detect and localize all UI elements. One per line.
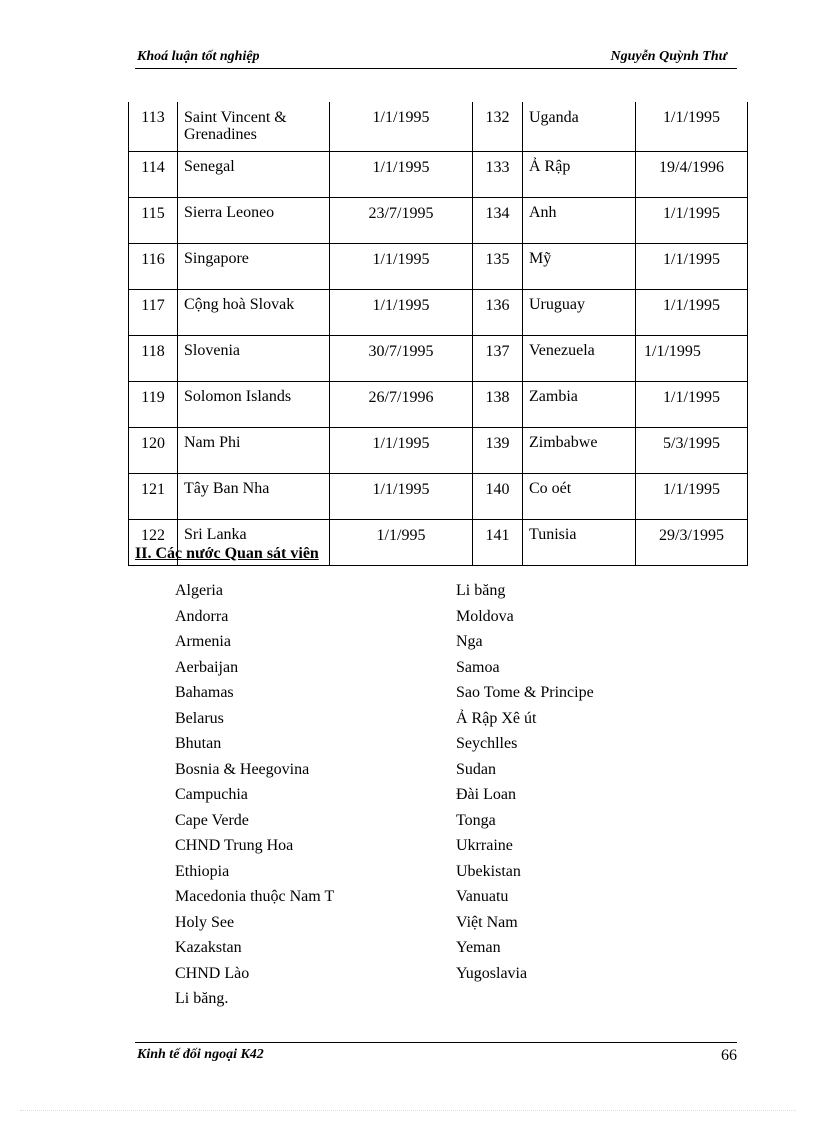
list-item: Bhutan: [175, 735, 222, 752]
row-number: 138: [473, 382, 523, 428]
row-number: 141: [473, 520, 523, 566]
join-date: 30/7/1995: [330, 336, 473, 382]
country-name: Nam Phi: [178, 428, 330, 474]
country-name: Zambia: [523, 382, 636, 428]
list-item: Ả Rập Xê út: [456, 709, 537, 727]
list-item: Li băng: [456, 582, 506, 599]
list-item: Bosnia & Heegovina: [175, 760, 310, 778]
row-number: 122: [129, 520, 178, 566]
row-number: 115: [129, 198, 178, 244]
join-date: 1/1/1995: [330, 290, 473, 336]
row-number: 137: [473, 336, 523, 382]
country-name: Anh: [523, 198, 636, 244]
join-date: 5/3/1995: [636, 428, 748, 474]
join-date: 1/1/1995: [636, 102, 748, 152]
row-number: 134: [473, 198, 523, 244]
observers-list-left: [175, 578, 334, 1012]
footer-course: Kinh tế đối ngoại K42: [137, 1047, 264, 1062]
join-date: 1/1/1995: [636, 382, 748, 428]
list-item: Seychlles: [456, 735, 518, 752]
country-name: Uganda: [523, 102, 636, 152]
join-date: 19/4/1996: [636, 152, 748, 198]
country-name: Venezuela: [523, 336, 636, 382]
row-number: 118: [129, 336, 178, 382]
country-name: Co oét: [523, 474, 636, 520]
join-date: 1/1/1995: [636, 474, 748, 520]
list-item: Cape Verde: [175, 811, 249, 829]
page-header: [135, 48, 737, 69]
list-item: Sudan: [456, 760, 496, 778]
table-row: [129, 336, 748, 382]
row-number: 119: [129, 382, 178, 428]
join-date: 1/1/1995: [330, 152, 473, 198]
join-date: 1/1/1995: [636, 290, 748, 336]
row-number: 135: [473, 244, 523, 290]
header-author: Nguyễn Quỳnh Thư: [610, 49, 727, 64]
list-item: CHND Trung Hoa: [175, 837, 294, 854]
row-number: 113: [129, 102, 178, 152]
table-row: [129, 198, 748, 244]
row-number: 116: [129, 244, 178, 290]
join-date: 29/3/1995: [636, 520, 748, 566]
row-number: 133: [473, 152, 523, 198]
join-date: 1/1/995: [330, 520, 473, 566]
row-number: 121: [129, 474, 178, 520]
list-item: CHND Lào: [175, 964, 250, 982]
country-name: Sierra Leoneo: [178, 198, 330, 244]
country-name: Slovenia: [178, 336, 330, 382]
list-item: Holy See: [175, 913, 235, 931]
country-name: Sri Lanka: [178, 520, 330, 566]
list-item: Armenia: [175, 633, 231, 650]
bottom-divider: [20, 1110, 796, 1111]
table-row: [129, 152, 748, 198]
list-item: Samoa: [456, 658, 500, 676]
observers-list-right: [456, 578, 594, 986]
list-item: Yugoslavia: [456, 964, 528, 982]
list-item: Andorra: [175, 607, 229, 625]
table-row: [129, 428, 748, 474]
country-name: Cộng hoà Slovak: [178, 290, 330, 336]
list-item: Tonga: [456, 811, 496, 829]
list-item: Campuchia: [175, 786, 248, 803]
row-number: 132: [473, 102, 523, 152]
join-date: 1/1/1995: [636, 244, 748, 290]
table-row: [129, 382, 748, 428]
country-name: Mỹ: [523, 244, 636, 290]
country-name: Tây Ban Nha: [178, 474, 330, 520]
join-date: 1/1/1995: [330, 474, 473, 520]
table-row: [129, 474, 748, 520]
row-number: 136: [473, 290, 523, 336]
member-countries-table: [128, 102, 748, 566]
list-item: Aerbaijan: [175, 658, 239, 676]
join-date: 23/7/1995: [330, 198, 473, 244]
list-item: Vanuatu: [456, 888, 509, 905]
country-name: Tunisia: [523, 520, 636, 566]
join-date: 26/7/1996: [330, 382, 473, 428]
header-thesis-title: Khoá luận tốt nghiệp: [137, 49, 260, 64]
list-item: Moldova: [456, 607, 514, 625]
country-name: Saint Vincent & Grenadines: [178, 102, 330, 152]
join-date: 1/1/1995: [330, 244, 473, 290]
list-item: Kazakstan: [175, 939, 242, 956]
page-number: 66: [721, 1047, 737, 1064]
row-number: 114: [129, 152, 178, 198]
country-name: Solomon Islands: [178, 382, 330, 428]
row-number: 117: [129, 290, 178, 336]
country-name: Singapore: [178, 244, 330, 290]
country-name: Ả Rập: [523, 152, 636, 198]
list-item: Ukrraine: [456, 837, 513, 854]
table-row: [129, 102, 748, 152]
observers-section-title: II. Các nước Quan sát viên: [135, 545, 319, 562]
join-date: 1/1/1995: [636, 336, 748, 382]
list-item: Đài Loan: [456, 786, 516, 803]
list-item: Algeria: [175, 582, 223, 599]
table-row: [129, 290, 748, 336]
join-date: 1/1/1995: [330, 102, 473, 152]
join-date: 1/1/1995: [636, 198, 748, 244]
list-item: Li băng.: [175, 990, 229, 1007]
country-name: Zimbabwe: [523, 428, 636, 474]
row-number: 140: [473, 474, 523, 520]
list-item: Sao Tome & Principe: [456, 684, 594, 701]
page-footer: [135, 1042, 737, 1069]
list-item: Yeman: [456, 939, 501, 956]
list-item: Macedonia thuộc Nam T: [175, 888, 335, 905]
join-date: 1/1/1995: [330, 428, 473, 474]
row-number: 139: [473, 428, 523, 474]
list-item: Nga: [456, 633, 483, 650]
list-item: Việt Nam: [456, 913, 518, 931]
country-name: Uruguay: [523, 290, 636, 336]
list-item: Ubekistan: [456, 862, 521, 880]
list-item: Ethiopia: [175, 862, 230, 880]
list-item: Belarus: [175, 709, 224, 727]
list-item: Bahamas: [175, 684, 234, 701]
country-name: Senegal: [178, 152, 330, 198]
table-row: [129, 244, 748, 290]
row-number: 120: [129, 428, 178, 474]
